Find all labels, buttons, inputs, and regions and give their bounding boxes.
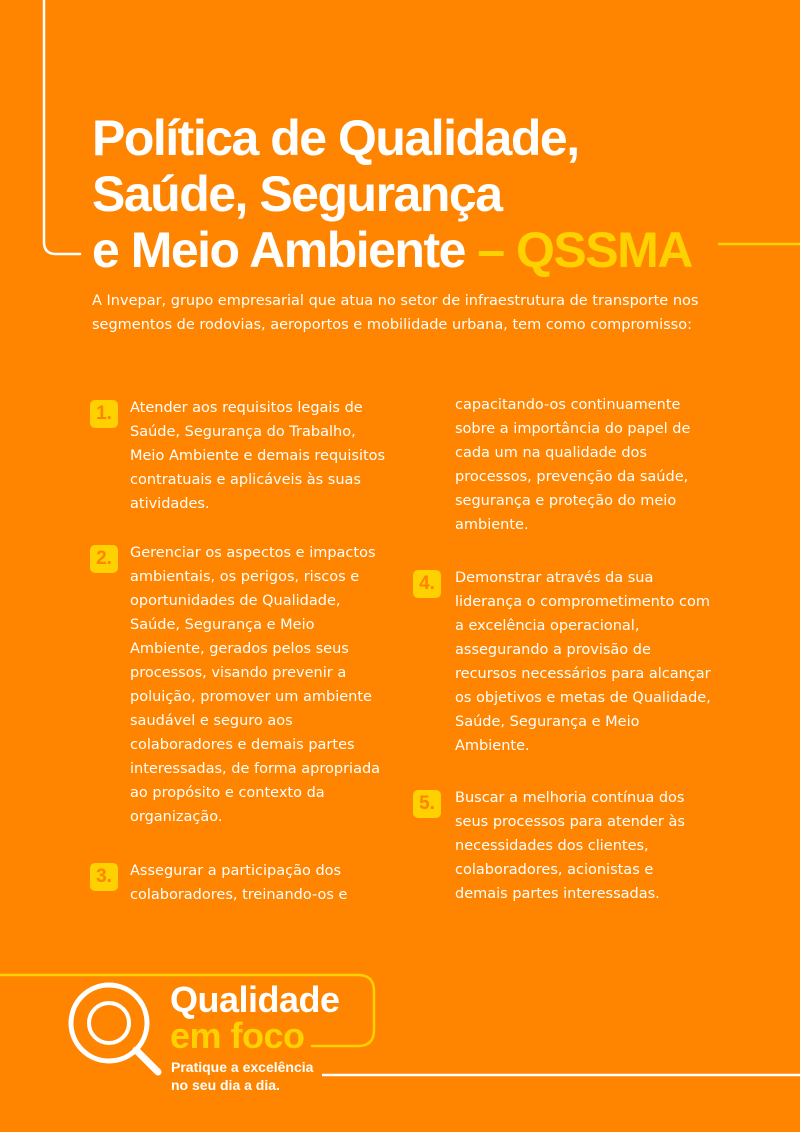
item-number-badge: 1. [90,400,118,428]
item-number-badge: 4. [413,570,441,598]
item-number-badge: 2. [90,545,118,573]
intro-paragraph: A Invepar, grupo empresarial que atua no setor de infraestrutura de transporte nos segmentos de rodovias, aeroportos e mobilidade urbana, tem como compromisso: [92,293,699,333]
page-title [92,110,692,278]
slogan-line-2: no seu dia a dia. [171,1077,280,1093]
item-text: Buscar a melhoria contínua dos seus processos para atender às necessidades dos clientes, colaboradores, acionistas e demais partes interessadas. [455,790,685,902]
title-line-3 [92,222,692,278]
title-line-3-text: e Meio Ambiente [92,222,465,278]
item-text: Gerenciar os aspectos e impactos ambientais, os perigos, riscos e oportunidades de Qualidade, Saúde, Segurança e Meio Ambiente, gerados pelos seus processos, visando prevenir a poluição, promover um ambiente saudável e seguro aos colaboradores e demais partes interessadas, de forma apropriada ao propósito e contexto da organização. [130,545,381,825]
magnifier-icon [71,985,158,1072]
item-text: Demonstrar através da sua liderança o comprometimento com a excelência operacional, assegurando a provisão de recursos necessários para alcançar os objetivos e metas de Qualidade, Saúde, Segurança e Meio Ambiente. [455,570,711,754]
logo-title: Qualidade [170,979,340,1020]
slogan-line-1: Pratique a excelência [171,1059,314,1075]
title-accent: – QSSMA [477,222,692,278]
logo-subtitle: em foco [170,1015,305,1056]
item-number-badge: 5. [413,790,441,818]
logo-slogan [171,1058,313,1094]
frame-line-top-left [44,0,80,254]
item-text: Atender aos requisitos legais de Saúde, Segurança do Trabalho, Meio Ambiente e demais requisitos contratuais e aplicáveis às suas atividades. [130,400,386,512]
item-text: Assegurar a participação dos colaboradores, treinando-os e [130,863,348,903]
item-text-continuation: capacitando-os continuamente sobre a importância do papel de cada um na qualidade dos processos, prevenção da saúde, segurança e proteção do meio ambiente. [455,397,691,533]
item-number-badge: 3. [90,863,118,891]
title-line-2: Saúde, Segurança [92,166,502,222]
title-line-1: Política de Qualidade, [92,110,579,166]
